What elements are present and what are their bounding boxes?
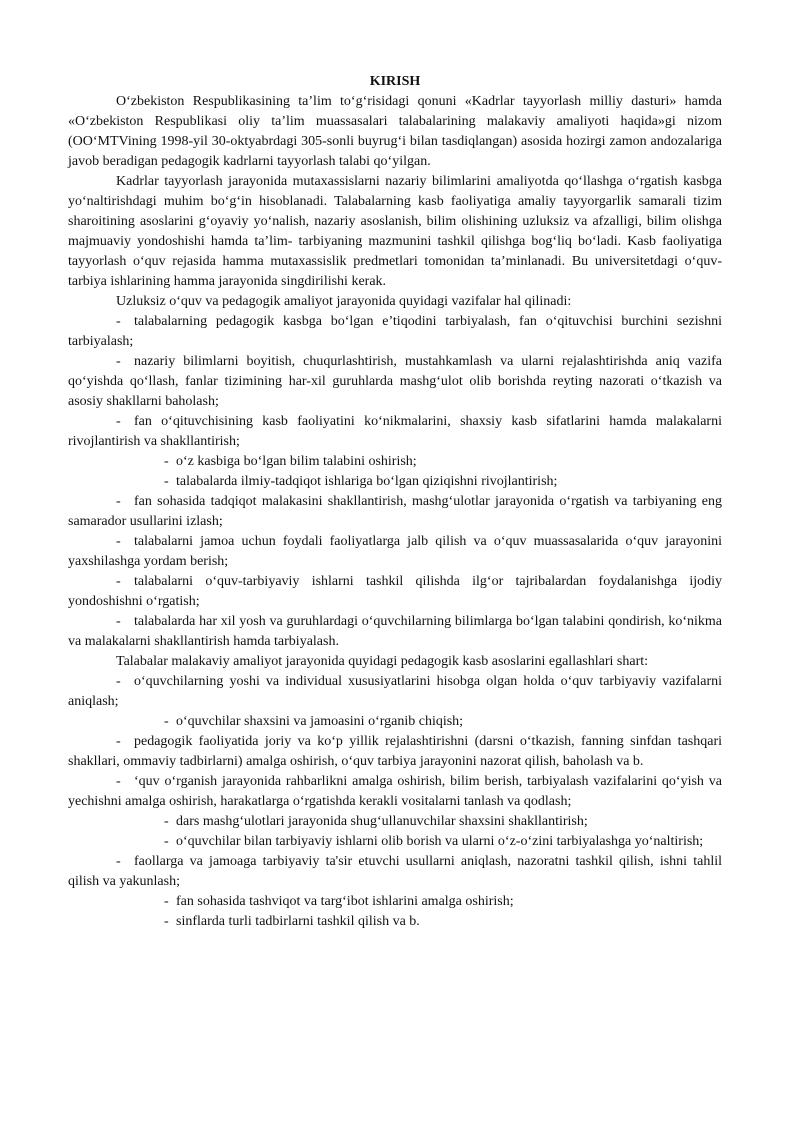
dash-bullet: -: [116, 354, 121, 369]
list-item: [68, 452, 722, 472]
list-item-text: o‘quvchilar bilan tarbiyaviy ishlarni olib borish va ularni o‘z-o‘zini tarbiyalashga yo‘naltirish;: [176, 834, 704, 849]
list-item-text: o‘quvchilar shaxsini va jamoasini o‘rganib chiqish;: [176, 714, 464, 729]
list-item-text: talabalarni jamoa uchun foydali faoliyatlarga jalb qilish va o‘quv muassasalarida o‘quv jarayonini yaxshilashga yordam berish;: [68, 534, 722, 569]
list-item: [68, 812, 722, 832]
list-item-text: pedagogik faoliyatida joriy va ko‘p yillik rejalashtirishni (darsni o‘tkazish, fanning sinfdan tashqari shakllari, ommaviy tadbirlarni) amalga oshirish, o‘quv tarbiya jarayonini nazorat qilish, baholash va b.: [68, 734, 722, 769]
intro-paragraph: O‘zbekiston Respublikasining ta’lim to‘g‘risidagi qonuni «Kadrlar tayyorlash milliy dasturi» hamda «O‘zbekiston Respublikasi oliy ta’lim muassasalari talabalarining malakaviy amaliyoti haqida»gi nizom (OO‘MTVining 1998-yil 30-oktyabrdagi 305-sonli buyrug‘i bilan tasdiqlangan) asosida hozirgi zamon andozalariga javob beradigan pedagogik kadrlarni tayyorlash talabi qo‘yilgan.: [68, 94, 722, 169]
list-item-text: dars mashg‘ulotlari jarayonida shug‘ullanuvchilar shaxsini shakllantirish;: [176, 814, 588, 829]
skills-list: [68, 672, 722, 932]
list-item-text: talabalarning pedagogik kasbga bo‘lgan e’tiqodini tarbiyalash, fan o‘qituvchisi burchini sezishni tarbiyalash;: [68, 314, 722, 349]
list-item: [68, 472, 722, 492]
dash-bullet: -: [116, 574, 121, 589]
list-item: [68, 352, 722, 412]
list-item-text: sinflarda turli tadbirlarni tashkil qilish va b.: [176, 914, 420, 929]
list-item-text: ‘quv o‘rganish jarayonida rahbarlikni amalga oshirish, bilim berish, tarbiyalash vazifalarini qo‘yish va yechishni amalga oshirish, harakatlarga o‘rgatishda kerakli vositalarni tanlash va qodlash;: [68, 774, 722, 809]
list-item: [68, 712, 722, 732]
page-title: KIRISH: [369, 74, 421, 89]
dash-bullet: -: [116, 534, 121, 549]
dash-bullet: -: [116, 774, 121, 789]
list-item: [68, 732, 722, 772]
list-item: [68, 832, 722, 852]
dash-bullet: -: [116, 494, 121, 509]
list-item-text: fan sohasida tashviqot va targ‘ibot ishlarini amalga oshirish;: [176, 894, 514, 909]
list-item: [68, 492, 722, 532]
dash-bullet: -: [164, 454, 169, 469]
dash-bullet: -: [116, 414, 121, 429]
list-item: [68, 412, 722, 452]
list-item-text: o‘quvchilarning yoshi va individual xususiyatlarini hisobga olgan holda o‘quv tarbiyaviy vazifalarni aniqlash;: [68, 674, 722, 709]
dash-bullet: -: [116, 314, 121, 329]
list-item-text: nazariy bilimlarni boyitish, chuqurlashtirish, mustahkamlash va ularni rejalashtirishda aniq vazifa qo‘yishda qo‘llash, fanlar tizimining har-xil guruhlarda mashg‘ulot olib borishda reyting nazorati o‘tkazish va asosiy shakllarni baholash;: [68, 354, 722, 409]
list-item: [68, 672, 722, 712]
dash-bullet: -: [116, 734, 121, 749]
list-item-text: fan sohasida tadqiqot malakasini shakllantirish, mashg‘ulotlar jarayonida o‘rgatish va tarbiyaning eng samarador usullarini izlash;: [68, 494, 722, 529]
dash-bullet: -: [116, 854, 121, 869]
dash-bullet: -: [164, 894, 169, 909]
dash-bullet: -: [164, 814, 169, 829]
dash-bullet: -: [164, 914, 169, 929]
skills-intro-paragraph: Talabalar malakaviy amaliyot jarayonida quyidagi pedagogik kasb asoslarini egallashlari shart:: [116, 654, 649, 669]
list-item-text: talabalarda har xil yosh va guruhlardagi o‘quvchilarning bilimlarga bo‘lgan talabini qondirish, ko‘nikma va malakalarni shakllantirish hamda tarbiyalash.: [68, 614, 722, 649]
body-paragraph: Kadrlar tayyorlash jarayonida mutaxassislarni nazariy bilimlarini amaliyotda qo‘llashga o‘rgatish kasbga yo‘naltirishdagi muhim bo‘g‘in hisoblanadi. Talabalarning kasb faoliyatiga amaliy tayyorgarlik samarali tizim sharoitining asoslarini g‘oyaviy yo‘nalish, nazariy asoslanish, bilim olishining uzluksiz va afzalligi, bilim olishga majmuaviy yondoshishi hamda ta’lim- tarbiyaning mazmunini tashkil qilishga bog‘liq bo‘ladi. Kasb faoliyatiga tayyorlash o‘quv rejasida hamma mutaxassislik predmetlari tomonidan ta’minlanadi. Bu universitetdagi o‘quv-tarbiya ishlarining hamma jarayonida singdirilishi kerak.: [68, 174, 722, 289]
dash-bullet: -: [164, 714, 169, 729]
list-item: [68, 852, 722, 892]
list-item: [68, 772, 722, 812]
list-item: [68, 572, 722, 612]
list-item: [68, 912, 722, 932]
list-item-text: talabalarni o‘quv-tarbiyaviy ishlarni tashkil qilishda ilg‘or tajribalardan foydalanishga ijodiy yondoshishni o‘rgatish;: [68, 574, 722, 609]
list-item-text: fan o‘qituvchisining kasb faoliyatini ko‘nikmalarini, shaxsiy kasb sifatlarini hamda malakalarni rivojlantirish va shakllantirish;: [68, 414, 722, 449]
list-item: [68, 892, 722, 912]
list-item: [68, 312, 722, 352]
list-item-text: talabalarda ilmiy-tadqiqot ishlariga bo‘lgan qiziqishni rivojlantirish;: [176, 474, 558, 489]
dash-bullet: -: [116, 614, 121, 629]
tasks-intro-paragraph: Uzluksiz o‘quv va pedagogik amaliyot jarayonida quyidagi vazifalar hal qilinadi:: [116, 294, 572, 309]
dash-bullet: -: [164, 474, 169, 489]
list-item: [68, 532, 722, 572]
list-item-text: o‘z kasbiga bo‘lgan bilim talabini oshirish;: [176, 454, 417, 469]
tasks-list: [68, 312, 722, 652]
dash-bullet: -: [116, 674, 121, 689]
list-item-text: faollarga va jamoaga tarbiyaviy ta'sir etuvchi usullarni aniqlash, nazoratni tashkil qilish, ishni tahlil qilish va yakunlash;: [68, 854, 722, 889]
list-item: [68, 612, 722, 652]
document-page: [68, 72, 722, 932]
dash-bullet: -: [164, 834, 169, 849]
